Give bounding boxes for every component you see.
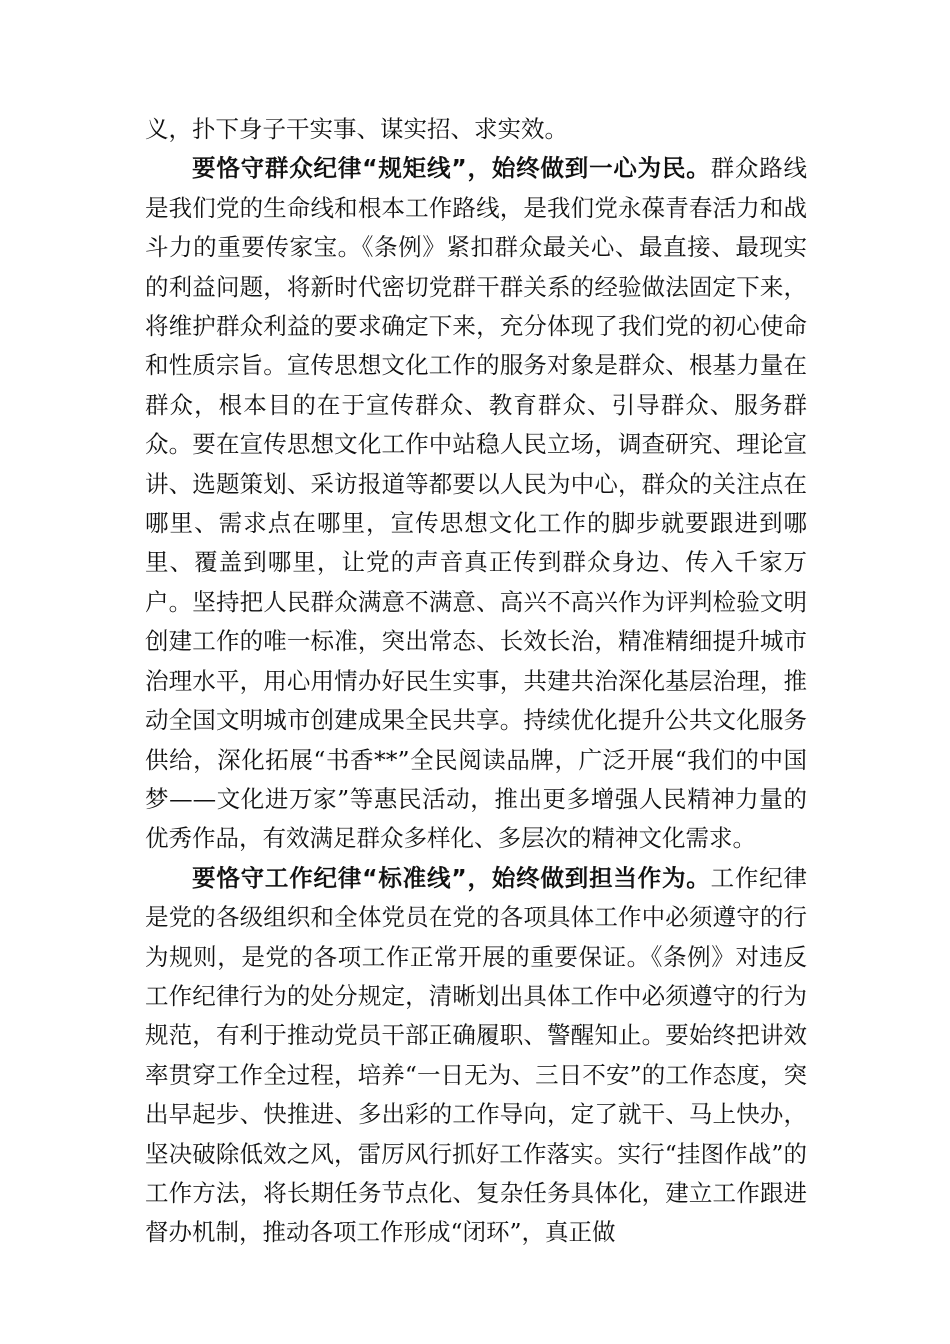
document-page	[145, 110, 807, 1253]
paragraph-body: 工作纪律是党的各级组织和全体党员在党的各项具体工作中必须遵守的行为规则，是党的各项工作正常开展的重要保证。《条例》对违反工作纪律行为的处分规定，清晰划出具体工作中必须遵守的行为规范，有利于推动党员干部正确履职、警醒知止。要始终把讲效率贯穿工作全过程，培养“一日无为、三日不安”的工作态度，突出早起步、快推进、多出彩的工作导向，定了就干、马上快办，坚决破除低效之风，雷厉风行抓好工作落实。实行“挂图作战”的工作方法，将长期任务节点化、复杂任务具体化，建立工作跟进督办机制，推动各项工作形成“闭环”，真正做	[145, 863, 808, 1247]
paragraph-mass-discipline	[145, 149, 807, 858]
paragraph-work-discipline	[145, 859, 807, 1253]
paragraph-heading: 要恪守群众纪律“规矩线”，始终做到一心为民。	[192, 154, 711, 183]
paragraph-heading: 要恪守工作纪律“标准线”，始终做到担当作为。	[192, 863, 711, 892]
continuation-paragraph: 义，扑下身子干实事、谋实招、求实效。	[145, 115, 568, 143]
paragraph-body: 群众路线是我们党的生命线和根本工作路线，是我们党永葆青春活力和战斗力的重要传家宝。《条例》紧扣群众最关心、最直接、最现实的利益问题，将新时代密切党群干群关系的经验做法固定下来，将维护群众利益的要求确定下来，充分体现了我们党的初心使命和性质宗旨。宣传思想文化工作的服务对象是群众、根基力量在群众，根本目的在于宣传群众、教育群众、引导群众、服务群众。要在宣传思想文化工作中站稳人民立场，调查研究、理论宣讲、选题策划、采访报道等都要以人民为中心，群众的关注点在哪里、需求点在哪里，宣传思想文化工作的脚步就要跟进到哪里、覆盖到哪里，让党的声音真正传到群众身边、传入千家万户。坚持把人民群众满意不满意、高兴不高兴作为评判检验文明创建工作的唯一标准，突出常态、长效长治，精准精细提升城市治理水平，用心用情办好民生实事，共建共治深化基层治理，推动全国文明城市创建成果全民共享。持续优化提升公共文化服务供给，深化拓展“书香**”全民阅读品牌，广泛开展“我们的中国梦——文化进万家”等惠民活动，推出更多增强人民精神力量的优秀作品，有效满足群众多样化、多层次的精神文化需求。	[145, 154, 808, 853]
